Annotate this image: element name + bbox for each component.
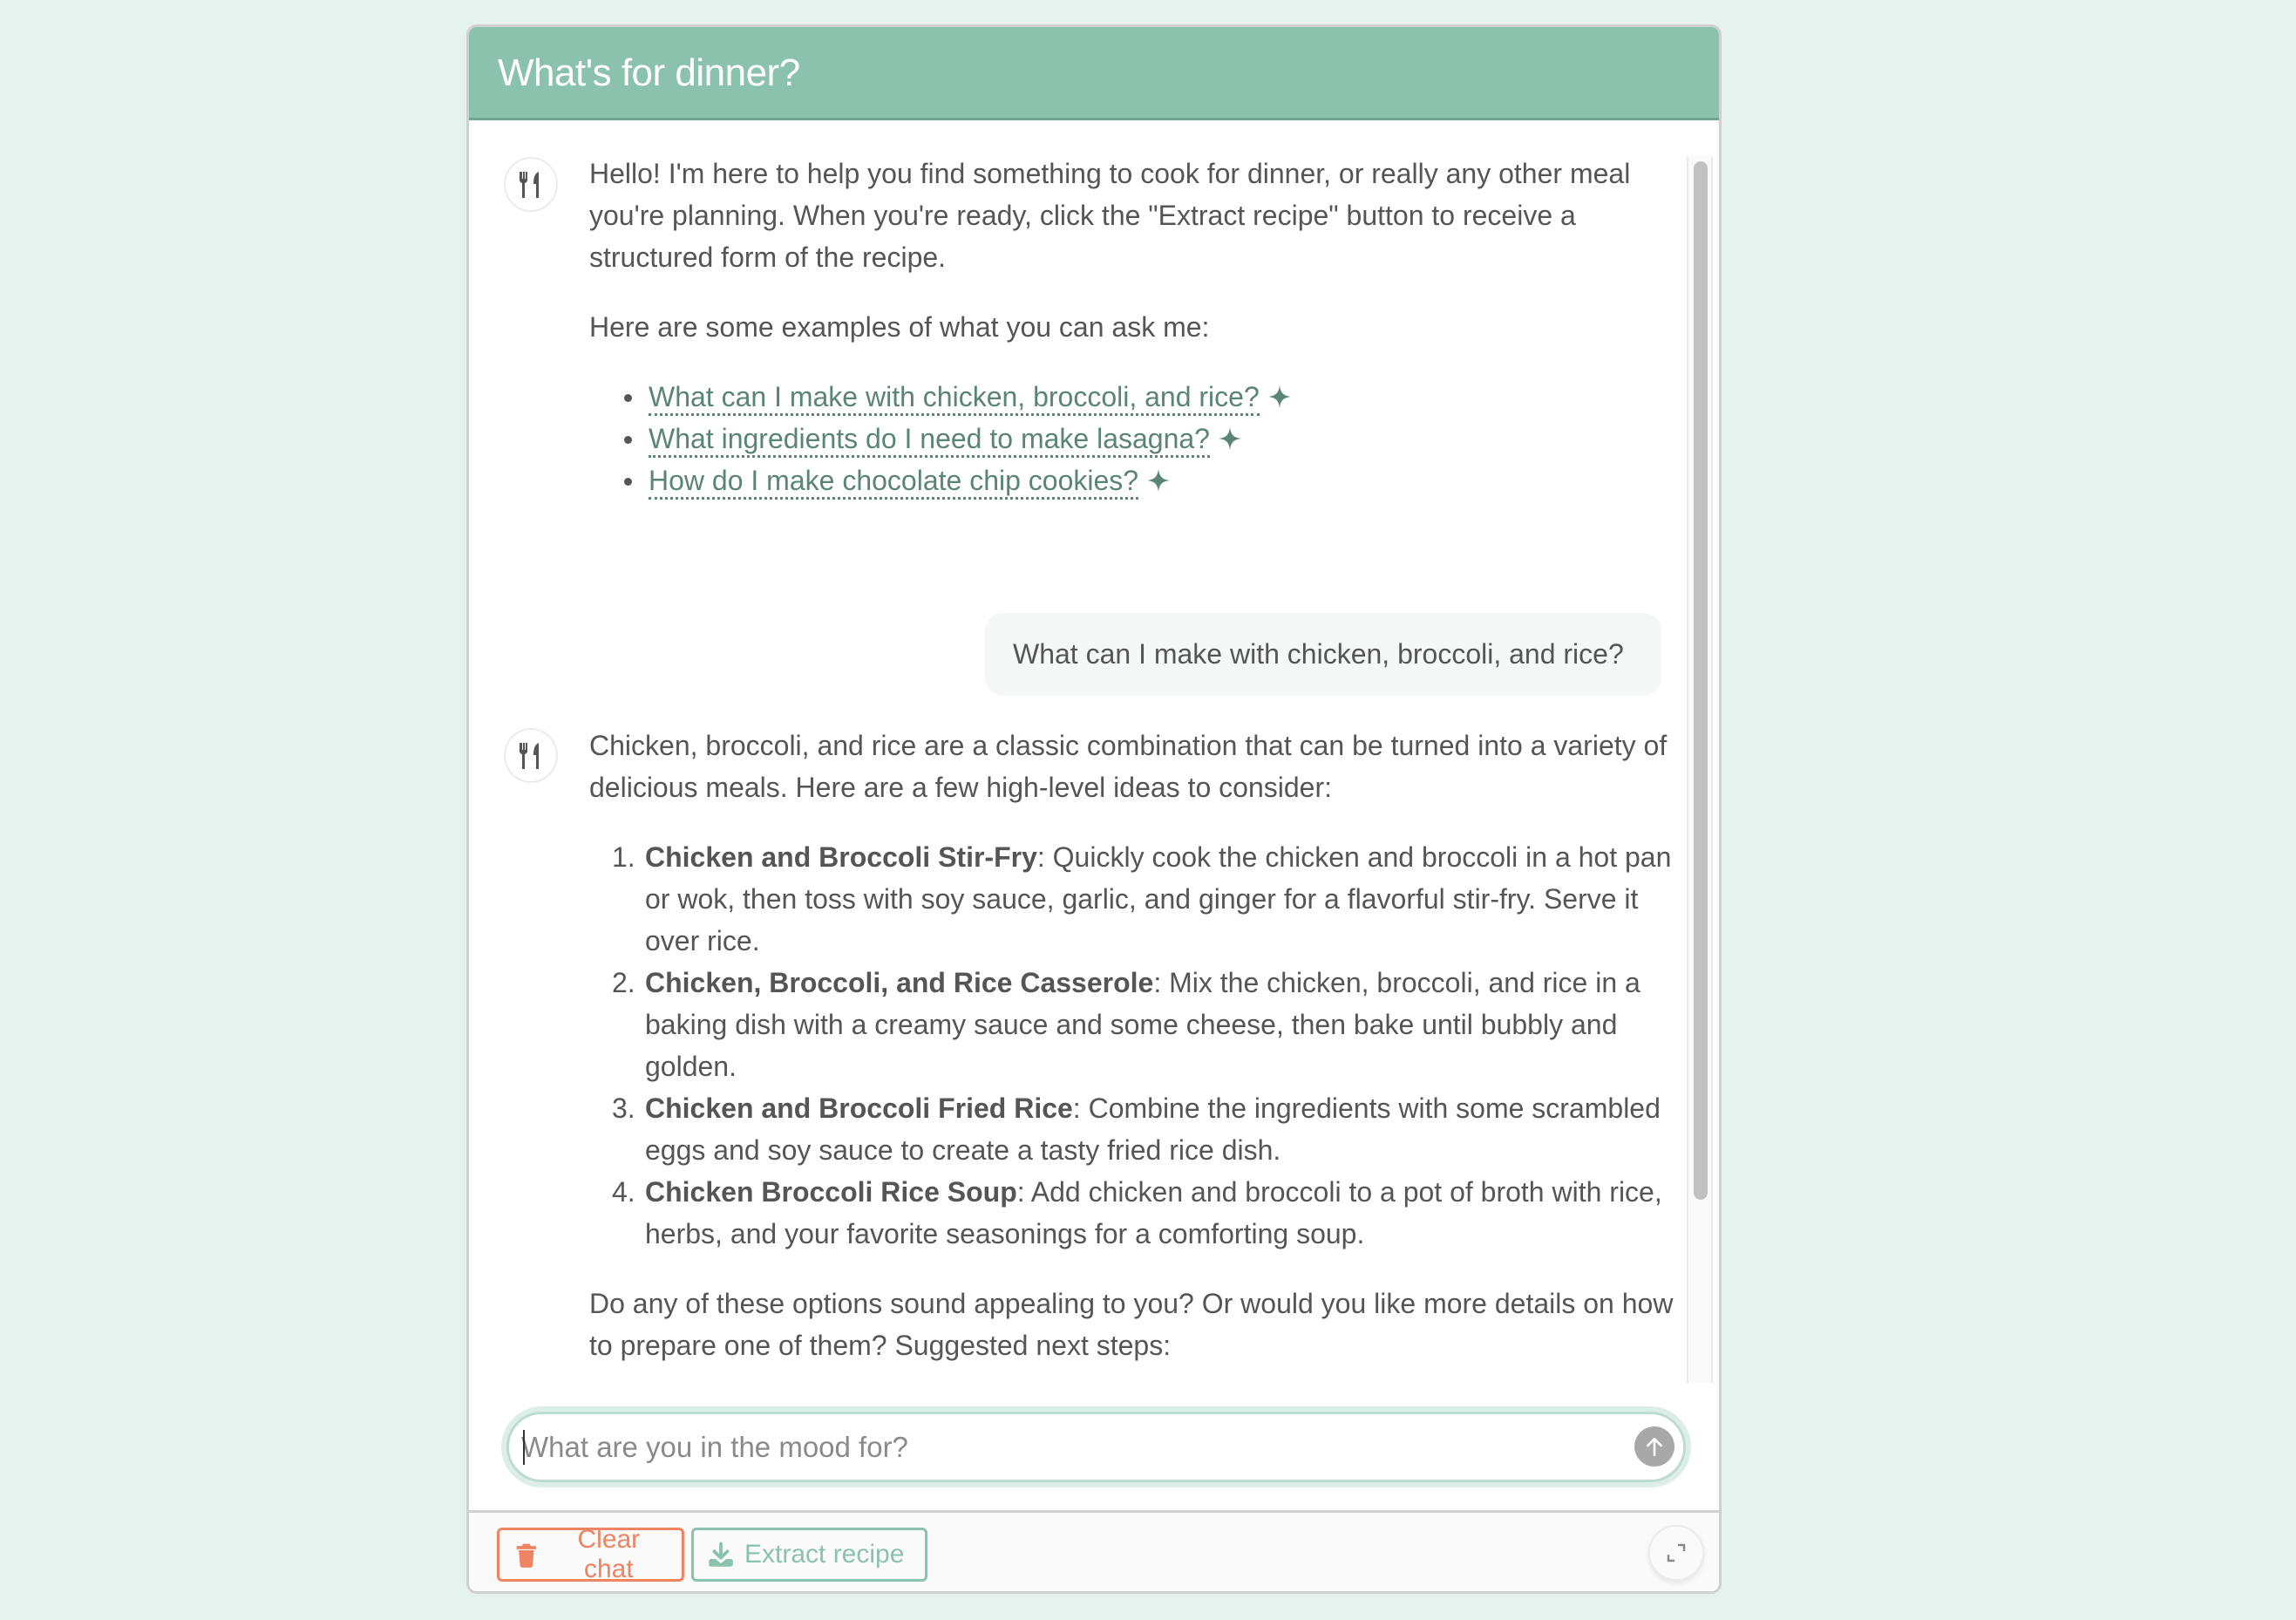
example-item <box>624 459 1688 501</box>
idea-item <box>589 836 1688 962</box>
card-footer <box>469 1510 1719 1591</box>
expand-button[interactable] <box>1648 1525 1704 1581</box>
assistant-avatar <box>504 728 558 783</box>
chat-scrollbar[interactable] <box>1687 156 1713 1383</box>
extract-recipe-label: Extract recipe <box>744 1540 905 1569</box>
assistant-message <box>589 725 1688 1366</box>
clear-chat-label: Clear chat <box>577 1525 641 1583</box>
page-title: What's for dinner? <box>498 51 800 94</box>
idea-text: : Combine the ingredients with some scrambled eggs and soy sauce to create a tasty fried rice dish. <box>645 1092 1661 1166</box>
download-icon <box>708 1542 734 1568</box>
idea-item <box>589 1171 1688 1255</box>
idea-title: Chicken and Broccoli Fried Rice <box>645 1092 1073 1124</box>
chat-messages <box>469 123 1719 1406</box>
message-intro: Chicken, broccoli, and rice are a classic combination that can be turned into a variety of delicious meals. Here are a few high-level ideas to consider: <box>589 730 1668 803</box>
idea-title: Chicken Broccoli Rice Soup <box>645 1176 1017 1208</box>
arrow-up-icon <box>1643 1435 1666 1458</box>
example-link[interactable]: How do I make chocolate chip cookies? <box>649 465 1138 500</box>
example-link[interactable]: What can I make with chicken, broccoli, and rice? <box>649 381 1260 416</box>
chat-input[interactable] <box>521 1414 1620 1480</box>
idea-number: 4. <box>612 1176 635 1208</box>
expand-icon <box>1666 1542 1687 1563</box>
clear-chat-button[interactable] <box>497 1525 684 1583</box>
idea-item <box>589 1087 1688 1171</box>
example-item <box>624 418 1688 459</box>
chat-card <box>466 24 1722 1594</box>
example-item <box>624 376 1688 418</box>
trash-icon <box>513 1542 540 1568</box>
idea-text: : Quickly cook the chicken and broccoli in a hot pan or wok, then toss with soy sauce, garlic, and ginger for a flavorful stir-fry. Serve it over rice. <box>645 841 1672 956</box>
user-message: What can I make with chicken, broccoli, and rice? <box>985 613 1661 696</box>
idea-number: 3. <box>612 1092 635 1124</box>
ideas-list <box>589 836 1688 1255</box>
text-caret <box>523 1430 525 1465</box>
example-list <box>589 376 1688 501</box>
idea-title: Chicken, Broccoli, and Rice Casserole <box>645 967 1154 998</box>
assistant-avatar <box>504 157 558 212</box>
card-header <box>469 27 1719 120</box>
utensils-icon <box>517 741 545 771</box>
idea-title: Chicken and Broccoli Stir-Fry <box>645 841 1037 873</box>
idea-text: : Add chicken and broccoli to a pot of broth with rice, herbs, and your favorite seasonings for a comforting soup. <box>645 1176 1662 1249</box>
utensils-icon <box>517 170 545 200</box>
scrollbar-thumb[interactable] <box>1694 161 1708 1200</box>
sparkle-icon <box>1147 469 1170 492</box>
chat-input-container <box>501 1406 1691 1487</box>
examples-lead: Here are some examples of what you can ask me: <box>589 311 1210 343</box>
chat-input-box <box>506 1412 1686 1482</box>
idea-number: 2. <box>612 967 635 998</box>
message-outro: Do any of these options sound appealing to you? Or would you like more details on how to prepare one of them? Suggested next steps: <box>589 1288 1674 1361</box>
idea-text: : Mix the chicken, broccoli, and rice in a baking dish with a creamy sauce and some cheese, then bake until bubbly and golden. <box>645 967 1640 1082</box>
assistant-message <box>589 153 1688 501</box>
idea-item <box>589 962 1688 1087</box>
sparkle-icon <box>1219 427 1241 450</box>
idea-number: 1. <box>612 841 635 873</box>
send-button[interactable] <box>1634 1426 1674 1467</box>
message-intro: Hello! I'm here to help you find something to cook for dinner, or really any other meal you're planning. When you're ready, click the "Extract recipe" button to receive a structured form of the recipe. <box>589 158 1631 273</box>
example-link[interactable]: What ingredients do I need to make lasagna? <box>649 423 1210 458</box>
extract-recipe-button[interactable] <box>691 1528 927 1582</box>
sparkle-icon <box>1268 385 1291 408</box>
